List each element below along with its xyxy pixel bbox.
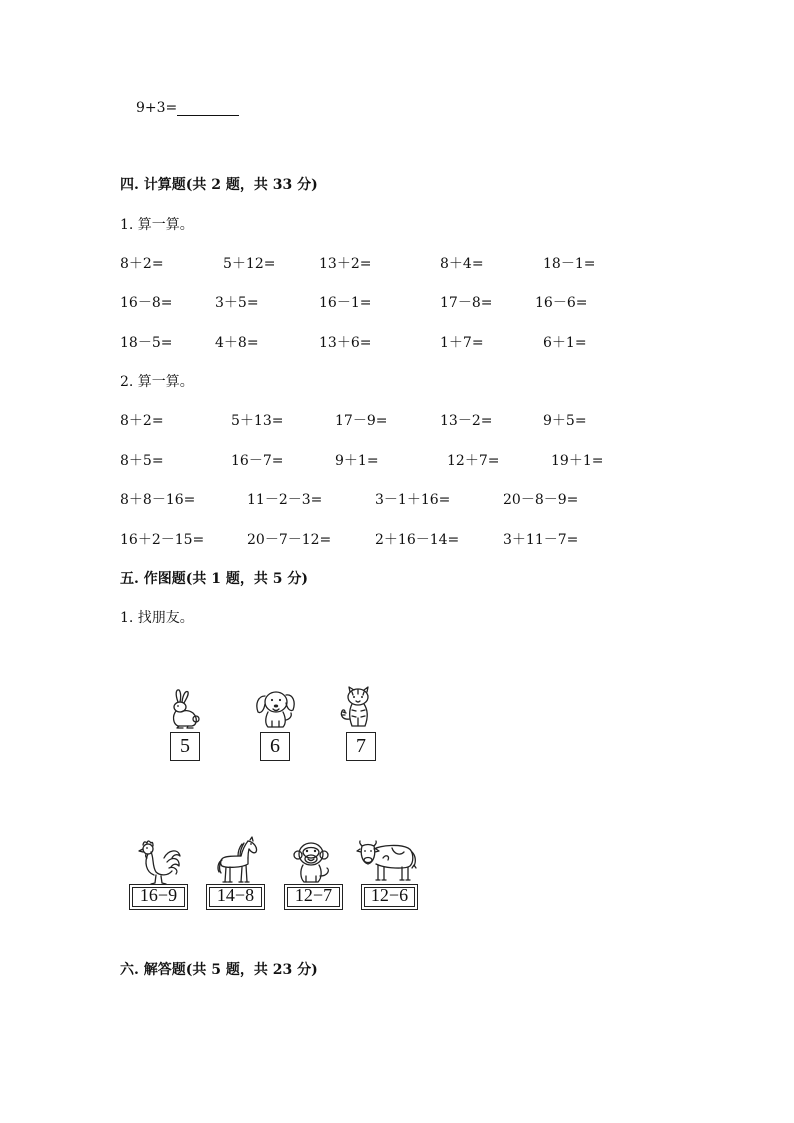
equation: 16－1= [319, 295, 372, 311]
equation: 8＋2= [120, 413, 164, 429]
expression-box: 16−9 [129, 884, 188, 910]
tiger-icon [337, 686, 379, 730]
equation: 17－9= [335, 413, 388, 429]
equation: 3－1＋16= [375, 492, 451, 508]
equation: 1＋7= [440, 335, 484, 351]
answer-blank[interactable] [177, 101, 239, 116]
equation: 6＋1= [543, 335, 587, 351]
section-4-q2-title: 2. 算一算。 [120, 374, 194, 390]
equation: 5＋13= [231, 413, 284, 429]
number-box: 5 [170, 732, 200, 761]
puppy-icon [253, 686, 297, 730]
section-4-q1-title: 1. 算一算。 [120, 217, 194, 233]
equation: 3＋11－7= [503, 532, 579, 548]
equation: 16＋2－15= [120, 532, 205, 548]
expression-box: 12−6 [361, 884, 418, 910]
section-5-q1-title: 1. 找朋友。 [120, 610, 194, 626]
equation: 16－6= [535, 295, 588, 311]
equation: 8＋4= [440, 256, 484, 272]
horse-icon [216, 836, 262, 886]
equation: 17－8= [440, 295, 493, 311]
equation: 3＋5= [215, 295, 259, 311]
cow-icon [356, 840, 418, 886]
equation: 16－7= [231, 453, 284, 469]
rooster-icon [134, 838, 182, 886]
equation: 12＋7= [447, 453, 500, 469]
expression-box: 12−7 [284, 884, 343, 910]
section-4-heading: 四. 计算题(共 2 题，共 33 分) [120, 177, 318, 193]
equation: 20－7－12= [247, 532, 332, 548]
equation: 8＋8－16= [120, 492, 196, 508]
equation: 9＋5= [543, 413, 587, 429]
intro-problem-text: 9+3= [136, 100, 178, 116]
equation: 20－8－9= [503, 492, 579, 508]
equation: 16－8= [120, 295, 173, 311]
equation: 9＋1= [335, 453, 379, 469]
equation: 5＋12= [223, 256, 276, 272]
intro-problem [136, 100, 239, 116]
rabbit-icon [166, 688, 202, 730]
equation: 8＋5= [120, 453, 164, 469]
section-5-heading: 五. 作图题(共 1 题，共 5 分) [120, 571, 308, 587]
number-box: 6 [260, 732, 290, 761]
equation: 13＋2= [319, 256, 372, 272]
number-box: 7 [346, 732, 376, 761]
equation: 13＋6= [319, 335, 372, 351]
equation: 18－1= [543, 256, 596, 272]
equation: 18－5= [120, 335, 173, 351]
equation: 8＋2= [120, 256, 164, 272]
equation: 4＋8= [215, 335, 259, 351]
monkey-icon [290, 840, 332, 886]
equation: 13－2= [440, 413, 493, 429]
equation: 19＋1= [551, 453, 604, 469]
equation: 11－2－3= [247, 492, 323, 508]
section-6-heading: 六. 解答题(共 5 题，共 23 分) [120, 962, 318, 978]
expression-box: 14−8 [206, 884, 265, 910]
equation: 2＋16－14= [375, 532, 460, 548]
